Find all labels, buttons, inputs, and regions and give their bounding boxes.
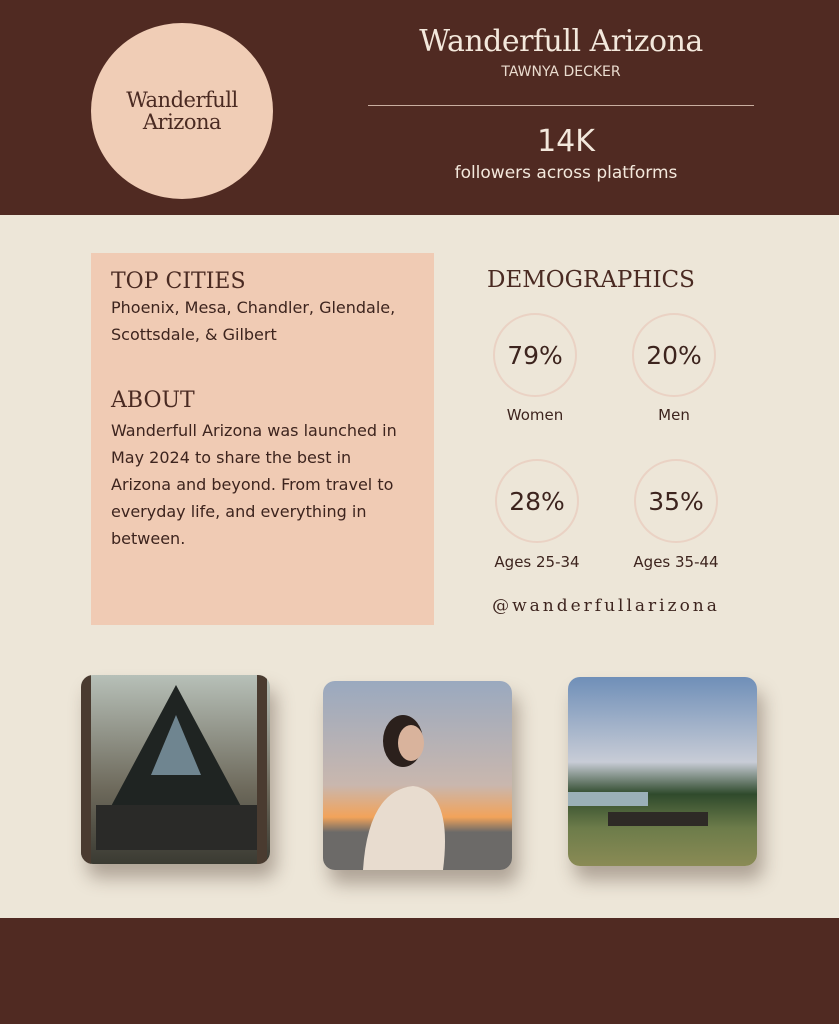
demographics-heading: DEMOGRAPHICS (487, 267, 695, 293)
followers-label: followers across platforms (454, 163, 678, 183)
about-text: Wanderfull Arizona was launched in May 2024 to share the best in Arizona and beyond. From travel to everyday life, and everything in between. (111, 421, 397, 548)
followers-count: 14K (537, 124, 595, 159)
stat-label: Women (506, 406, 564, 424)
info-panel (91, 253, 434, 625)
stat-circle: 28% (495, 459, 579, 543)
stat-circle: 35% (634, 459, 718, 543)
author-name: TAWNYA DECKER (501, 64, 621, 80)
footer-band (0, 918, 839, 1024)
stat-label: Ages 25-34 (494, 553, 580, 571)
stat-label: Men (658, 406, 690, 424)
page-title: Wanderfull Arizona (419, 24, 703, 59)
divider (368, 105, 754, 106)
logo-circle (91, 23, 273, 199)
logo-text: Wanderfull (126, 88, 238, 112)
stat-label: Ages 35-44 (633, 553, 719, 571)
top-cities-text: Phoenix, Mesa, Chandler, Glendale, Scottsdale, & Gilbert (111, 298, 396, 344)
stat-circle: 79% (493, 313, 577, 397)
photo-campsite (568, 677, 757, 866)
logo-text: Arizona (142, 110, 222, 134)
photo-aframe-cabin (81, 675, 270, 864)
about-heading: ABOUT (111, 388, 195, 413)
top-cities-heading: TOP CITIES (111, 269, 246, 294)
photo-portrait (323, 681, 512, 870)
social-handle: @wanderfullarizona (492, 596, 720, 616)
stat-circle: 20% (632, 313, 716, 397)
